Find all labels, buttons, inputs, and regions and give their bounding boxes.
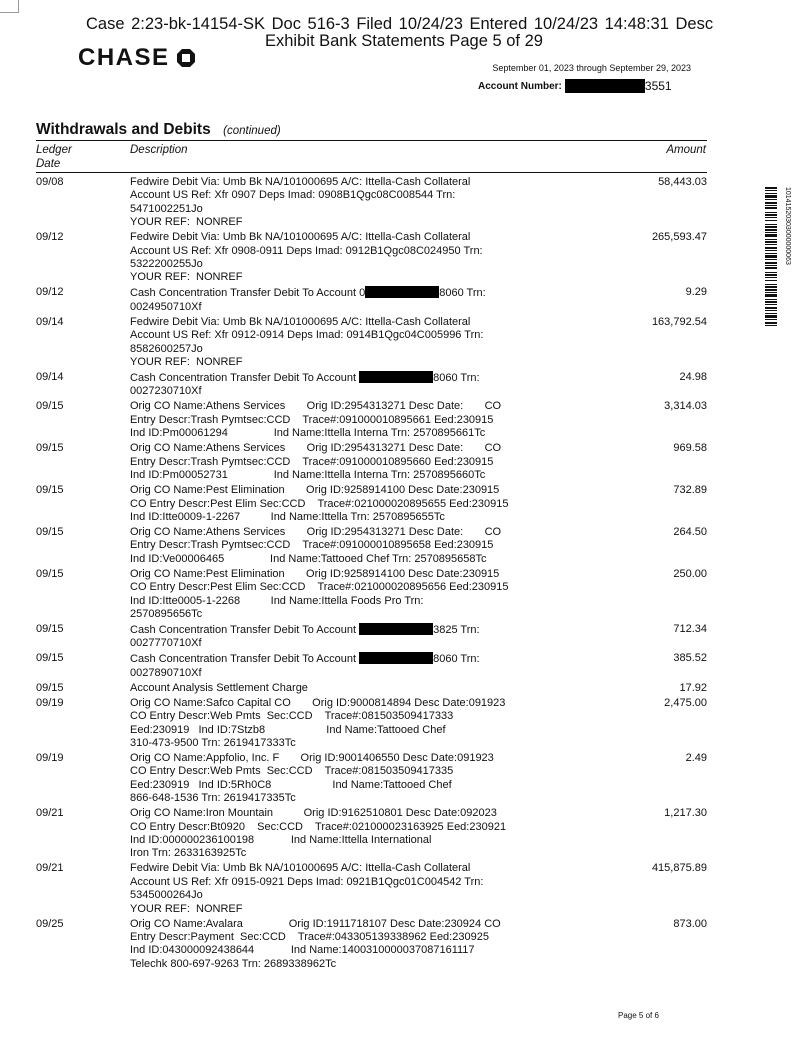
transaction-amount: 712.34 xyxy=(673,622,707,635)
barcode-bar xyxy=(765,272,777,273)
barcode-bar xyxy=(765,226,777,228)
barcode-bar xyxy=(765,250,777,251)
transaction-row xyxy=(36,918,707,972)
barcode-bar xyxy=(765,299,777,300)
transaction-date: 09/15 xyxy=(36,652,64,665)
description-line xyxy=(130,623,560,637)
barcode-bar xyxy=(765,262,777,264)
description-line: Account US Ref: Xfr 0912-0914 Deps Imad: 0914B1Qgc04C005996 Trn: xyxy=(130,329,484,342)
transaction-row xyxy=(36,371,707,399)
description-line: Telechk 800-697-9263 Trn: 2689338962Tc xyxy=(130,957,337,970)
description-line xyxy=(130,652,560,666)
transaction-amount: 265,593.47 xyxy=(651,231,707,244)
description-line: Account US Ref: Xfr 0907 Deps Imad: 0908B1Qgc08C008544 Trn: xyxy=(130,189,456,202)
description-line: Fedwire Debit Via: Umb Bk NA/101000695 A/C: Ittella-Cash Collateral xyxy=(130,315,471,328)
description-line: Orig CO Name:Pest Elimination Orig ID:9258914100 Desc Date:230915 xyxy=(130,567,500,580)
transaction-date: 09/21 xyxy=(36,807,64,820)
description-line: Ind ID:Itte0009-1-2267 Ind Name:Ittella Trn: 2570895655Tc xyxy=(130,510,445,523)
transaction-date: 09/15 xyxy=(36,525,64,538)
description-line: Eed:230919 Ind ID:5Rh0C8 Ind Name:Tattooed Chef xyxy=(130,778,452,791)
barcode-bar xyxy=(765,224,777,225)
chase-octagon-icon xyxy=(176,48,196,68)
transaction-row xyxy=(36,752,707,806)
description-line: Orig CO Name:Avalara Orig ID:1911718107 Desc Date:230924 CO xyxy=(130,917,501,930)
barcode-bar xyxy=(765,187,777,189)
transaction-amount: 250.00 xyxy=(673,567,707,580)
transaction-amount: 24.98 xyxy=(679,371,707,384)
barcode-bar xyxy=(765,220,777,221)
description-line: YOUR REF: NONREF xyxy=(130,902,243,915)
redaction-bar xyxy=(359,652,433,664)
transaction-description xyxy=(130,286,560,314)
barcode-bar xyxy=(765,241,777,243)
description-text: Cash Concentration Transfer Debit To Account xyxy=(130,372,360,385)
transaction-date: 09/21 xyxy=(36,862,64,875)
description-line: 5322200255Jo xyxy=(130,258,203,271)
description-text: 8060 Trn: xyxy=(439,287,486,300)
description-line: CO Entry Descr:Pest Elim Sec:CCD Trace#:021000020895655 Eed:230915 xyxy=(130,497,509,510)
redaction-bar xyxy=(565,79,645,93)
barcode-bar xyxy=(765,315,777,318)
description-line xyxy=(130,286,560,300)
transaction-date: 09/12 xyxy=(36,286,64,299)
barcode-bar xyxy=(765,265,777,266)
description-line: 866-648-1536 Trn: 2619417335Tc xyxy=(130,792,296,805)
description-line: CO Entry Descr:Web Pmts Sec:CCD Trace#:081503509417335 xyxy=(130,765,454,778)
barcode-bar xyxy=(765,199,777,200)
description-line: Entry Descr:Trash Pymtsec:CCD Trace#:091000010895658 Eed:230915 xyxy=(130,539,494,552)
description-text: Cash Concentration Transfer Debit To Account 0 xyxy=(130,287,366,300)
barcode-bar xyxy=(765,284,777,285)
transaction-amount: 415,875.89 xyxy=(651,862,707,875)
description-line: 5471002251Jo xyxy=(130,202,203,215)
barcode-bar xyxy=(765,259,777,260)
description-line: 310-473-9500 Trn: 2619417333Tc xyxy=(130,736,296,749)
transaction-date: 09/08 xyxy=(36,176,64,188)
transaction-row xyxy=(36,400,707,440)
transaction-date: 09/15 xyxy=(36,442,64,455)
barcode-bar xyxy=(765,267,777,269)
transaction-amount: 2,475.00 xyxy=(664,696,707,709)
barcode-bar xyxy=(765,286,777,288)
transaction-description xyxy=(130,697,560,751)
barcode-bar xyxy=(765,190,777,191)
column-header-date-line2: Date xyxy=(36,158,61,170)
transaction-date: 09/14 xyxy=(36,315,64,328)
transaction-amount: 17.92 xyxy=(679,681,707,694)
transaction-row xyxy=(36,623,707,651)
description-line: Iron Trn: 2633163925Tc xyxy=(130,847,247,860)
transaction-date: 09/15 xyxy=(36,567,64,580)
barcode-bar xyxy=(765,307,777,309)
description-line: 2570895656Tc xyxy=(130,607,203,620)
description-line: CO Entry Descr:Bt0920 Sec:CCD Trace#:021000023163925 Eed:230921 xyxy=(130,820,507,833)
description-line: Account Analysis Settlement Charge xyxy=(130,681,308,694)
description-line: Orig CO Name:Pest Elimination Orig ID:9258914100 Desc Date:230915 xyxy=(130,484,500,497)
description-line: CO Entry Descr:Web Pmts Sec:CCD Trace#:081503509417333 xyxy=(130,710,454,723)
description-line: 0024950710Xf xyxy=(130,300,202,313)
barcode-bar xyxy=(765,301,777,303)
transaction-amount: 264.50 xyxy=(673,525,707,538)
redaction-bar xyxy=(359,371,433,383)
transaction-amount: 163,792.54 xyxy=(651,315,707,328)
transaction-date: 09/14 xyxy=(36,371,64,384)
description-line: CO Entry Descr:Pest Elim Sec:CCD Trace#:021000020895656 Eed:230915 xyxy=(130,581,509,594)
transaction-row xyxy=(36,568,707,622)
transaction-list xyxy=(36,176,707,973)
barcode-bar xyxy=(765,217,777,218)
barcode-bar xyxy=(765,255,777,258)
description-line: Fedwire Debit Via: Umb Bk NA/101000695 A/C: Ittella-Cash Collateral xyxy=(130,176,471,188)
transaction-date: 09/15 xyxy=(36,681,64,694)
header-divider xyxy=(36,172,707,173)
transaction-description xyxy=(130,918,560,972)
description-line: 0027230710Xf xyxy=(130,385,202,398)
court-header-line2: Exhibit Bank Statements Page 5 of 29 xyxy=(265,32,543,50)
description-line: Entry Descr:Trash Pymtsec:CCD Trace#:091000010895660 Eed:230915 xyxy=(130,455,494,468)
transaction-row xyxy=(36,526,707,566)
transaction-row xyxy=(36,697,707,751)
transaction-row xyxy=(36,286,707,314)
barcode-bar xyxy=(765,304,777,305)
barcode-bar xyxy=(765,212,777,213)
section-title-continued: (continued) xyxy=(223,125,281,137)
account-number-line xyxy=(478,79,672,93)
redaction-bar xyxy=(359,623,433,635)
transaction-amount: 873.00 xyxy=(673,917,707,930)
statement-period: September 01, 2023 through September 29, 2023 xyxy=(492,63,691,73)
description-line: Entry Descr:Payment Sec:CCD Trace#:043305139338962 Eed:230925 xyxy=(130,931,489,944)
barcode-bar xyxy=(765,313,777,314)
barcode-bar xyxy=(765,322,777,324)
description-text: Cash Concentration Transfer Debit To Account xyxy=(130,623,360,636)
description-line: Ind ID:Pm00061294 Ind Name:Ittella Interna Trn: 2570895661Tc xyxy=(130,427,486,440)
transaction-row xyxy=(36,231,707,285)
transaction-description xyxy=(130,568,560,622)
barcode-bar xyxy=(765,195,777,198)
transaction-amount: 9.29 xyxy=(685,286,707,299)
barcode-bar xyxy=(765,202,777,204)
transaction-amount: 3,314.03 xyxy=(664,400,707,413)
transaction-row xyxy=(36,652,707,680)
description-line: 5345000264Jo xyxy=(130,889,203,902)
transaction-date: 09/25 xyxy=(36,917,64,930)
description-line: Ind ID:Pm00052731 Ind Name:Ittella Interna Trn: 2570895660Tc xyxy=(130,469,486,482)
barcode-bar xyxy=(765,325,777,326)
description-line: 0027770710Xf xyxy=(130,637,202,650)
bank-name: CHASE xyxy=(78,44,170,71)
transaction-description xyxy=(130,231,560,285)
barcode-bar xyxy=(765,294,777,297)
transaction-row xyxy=(36,442,707,482)
transaction-description xyxy=(130,752,560,806)
barcode-bar xyxy=(765,310,777,311)
barcode-bar xyxy=(765,319,777,320)
court-header-line1: Case 2:23-bk-14154-SK Doc 516-3 Filed 10/24/23 Entered 10/24/23 14:48:31 Desc xyxy=(86,15,714,33)
description-line xyxy=(130,371,560,385)
description-line: Account US Ref: Xfr 0915-0921 Deps Imad: 0921B1Qgc01C004542 Trn: xyxy=(130,875,484,888)
barcode-bar xyxy=(765,207,777,209)
transaction-description xyxy=(130,316,560,370)
barcode-bar xyxy=(765,274,777,276)
transaction-row xyxy=(36,176,707,230)
page-footer: Page 5 of 6 xyxy=(618,1011,659,1020)
description-line: Ind ID:043000092438644 Ind Name:1400310000037087161117 xyxy=(130,944,475,957)
transaction-date: 09/15 xyxy=(36,400,64,413)
redaction-bar xyxy=(365,286,439,298)
description-line: 8582600257Jo xyxy=(130,342,203,355)
description-line: Entry Descr:Trash Pymtsec:CCD Trace#:091000010895661 Eed:230915 xyxy=(130,413,494,426)
barcode-bar xyxy=(765,247,777,249)
column-header-description: Description xyxy=(130,144,188,156)
transaction-description xyxy=(130,623,560,651)
transaction-description xyxy=(130,442,560,482)
transaction-description xyxy=(130,862,560,916)
transaction-description xyxy=(130,371,560,399)
description-line: YOUR REF: NONREF xyxy=(130,216,243,229)
column-header-date-line1: Ledger xyxy=(36,144,72,156)
column-header-date xyxy=(36,143,96,171)
description-line: Orig CO Name:Safco Capital CO Orig ID:9000814894 Desc Date:091923 xyxy=(130,696,506,709)
description-line: Orig CO Name:Athens Services Orig ID:2954313271 Desc Date: CO xyxy=(130,400,502,413)
description-line: 0027890710Xf xyxy=(130,666,202,679)
description-line: Orig CO Name:Iron Mountain Orig ID:9162510801 Desc Date:092023 xyxy=(130,807,497,820)
transaction-date: 09/19 xyxy=(36,696,64,709)
transaction-description xyxy=(130,526,560,566)
transaction-date: 09/15 xyxy=(36,484,64,497)
barcode-bar xyxy=(765,253,777,254)
description-line: YOUR REF: NONREF xyxy=(130,271,243,284)
barcode-bar xyxy=(765,205,777,206)
transaction-amount: 732.89 xyxy=(673,484,707,497)
transaction-row xyxy=(36,862,707,916)
barcode-bar xyxy=(765,234,777,237)
description-line: Orig CO Name:Appfolio, Inc. F Orig ID:9001406550 Desc Date:091923 xyxy=(130,751,494,764)
barcode-bar xyxy=(765,280,777,281)
description-text: 8060 Trn: xyxy=(433,653,480,666)
account-number-suffix: 3551 xyxy=(644,79,672,93)
transaction-amount: 1,217.30 xyxy=(664,807,707,820)
description-text: 3825 Trn: xyxy=(433,623,480,636)
description-line: Fedwire Debit Via: Umb Bk NA/101000695 A/C: Ittella-Cash Collateral xyxy=(130,862,471,875)
transaction-date: 09/12 xyxy=(36,231,64,244)
corner-crop-mark xyxy=(0,0,19,13)
barcode-bar xyxy=(765,277,777,278)
transaction-amount: 58,443.03 xyxy=(658,176,707,188)
description-line: YOUR REF: NONREF xyxy=(130,356,243,369)
transaction-amount: 969.58 xyxy=(673,442,707,455)
transaction-description xyxy=(130,400,560,440)
description-text: Cash Concentration Transfer Debit To Account xyxy=(130,653,360,666)
description-line: Orig CO Name:Athens Services Orig ID:2954313271 Desc Date: CO xyxy=(130,442,502,455)
barcode-bar xyxy=(765,289,777,291)
description-line: Ind ID:000000236100198 Ind Name:Ittella International xyxy=(130,834,432,846)
transaction-row xyxy=(36,484,707,524)
transaction-row xyxy=(36,316,707,370)
barcode-bar xyxy=(765,244,777,245)
description-text: 8060 Trn: xyxy=(433,372,480,385)
transaction-amount: 385.52 xyxy=(673,652,707,665)
transaction-description xyxy=(130,682,560,695)
transaction-row xyxy=(36,682,707,695)
description-line: Account US Ref: Xfr 0908-0911 Deps Imad: 0912B1Qgc08C024950 Trn: xyxy=(130,244,483,257)
section-divider xyxy=(36,140,707,141)
description-line: Orig CO Name:Athens Services Orig ID:2954313271 Desc Date: CO xyxy=(130,525,502,538)
transaction-description xyxy=(130,652,560,680)
section-title-main: Withdrawals and Debits xyxy=(36,121,211,138)
barcode-bar xyxy=(765,214,777,216)
barcode-number: 10141520303000000063 xyxy=(784,187,791,265)
chase-logo xyxy=(78,44,196,72)
description-line: Eed:230919 Ind ID:7Stzb8 Ind Name:Tattooed Chef xyxy=(130,723,446,736)
transaction-date: 09/15 xyxy=(36,622,64,635)
barcode-bar xyxy=(765,229,777,231)
description-line: Fedwire Debit Via: Umb Bk NA/101000695 A/C: Ittella-Cash Collateral xyxy=(130,231,471,244)
transaction-description xyxy=(130,176,560,230)
barcode-bar xyxy=(765,232,777,233)
barcode-bar xyxy=(765,193,777,194)
column-header-amount: Amount xyxy=(666,144,706,156)
barcode-bar xyxy=(765,292,777,293)
transaction-description xyxy=(130,484,560,524)
transaction-date: 09/19 xyxy=(36,751,64,764)
section-title xyxy=(36,121,281,139)
transaction-row xyxy=(36,807,707,861)
account-number-label: Account Number: xyxy=(478,80,562,92)
description-line: Ind ID:Ve00006465 Ind Name:Tattooed Chef Trn: 2570895658Tc xyxy=(130,552,487,565)
description-line: Ind ID:Itte0005-1-2268 Ind Name:Ittella Foods Pro Trn: xyxy=(130,594,424,607)
barcode-bar xyxy=(765,239,777,240)
transaction-description xyxy=(130,807,560,861)
transaction-amount: 2.49 xyxy=(685,751,707,764)
